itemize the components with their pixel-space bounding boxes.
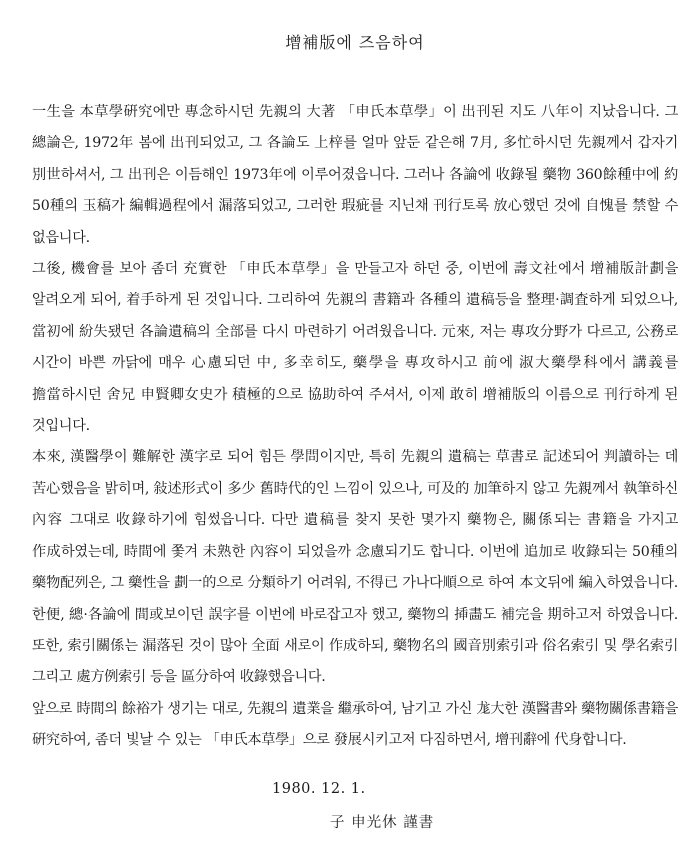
paragraph-4: 앞으로 時間의 餘裕가 생기는 대로, 先親의 遺業을 繼承하여, 남기고 가신 尨大한 漢醫書와 藥物關係書籍을 硏究하여, 좀더 빛날 수 있는 「申氏本草學」으로 發展시키고저 다짐하면서, 增刊辭에 代身합니다. bbox=[32, 700, 678, 749]
author-signature: 子 申光休 謹書 bbox=[330, 814, 435, 831]
page-title: 增補版에 즈음하여 bbox=[285, 33, 425, 52]
document-date: 1980. 12. 1. bbox=[272, 780, 366, 797]
paragraph-2: 그後, 機會를 보아 좀더 充實한 「申氏本草學」을 만들고자 하던 중, 이번에 壽文社에서 增補版計劃을 알려오게 되어, 着手하게 된 것입니다. 그리하여 先親의 書籍과 各種의 遺稿등을 整理·調査하게 되었으나, 當初에 紛失됐던 各論遺稿의 全部를 다시 마련하기 어려웠읍니다. 元來, 저는 專攻分野가 다르고, 公務로 시간이 바쁜 까닭에 매우 心慮되던 中, 多幸히도, 藥學을 專攻하시고 前에 淑大藥學科에서 講義를 擔當하시던 舍兄 申賢卿女史가 積極的으로 協助하여 주셔서, 이제 敢히 增補版의 이름으로 刊行하게 된 것입니다. bbox=[32, 261, 678, 435]
paragraph-1: 一生을 本草學硏究에만 專念하시던 先親의 大著 「申氏本草學」이 出刊된 지도 八年이 지났읍니다. 그 總論은, 1972年 봄에 出刊되었고, 그 各論도 上梓를 얼마 앞둔 같은해 7月, 多忙하시던 先親께서 갑자기 別世하셔서, 그 出刊은 이듬해인 1973年에 이루어졌읍니다. 그러나 各論에 收錄될 藥物 360餘種中에 約 50種의 玉稿가 編輯過程에서 漏落되었고, 그러한 瑕疵를 지닌채 刊行토록 放心했던 것에 自愧를 禁할 수 없읍니다. bbox=[32, 104, 678, 246]
paragraph-3: 本來, 漢醫學이 難解한 漢字로 되어 힘든 學問이지만, 특히 先親의 遺稿는 草書로 記述되어 判讀하는 데 苦心했음을 밝히며, 敍述形式이 多少 舊時代的인 느낌이 있으나, 可及的 加筆하지 않고 先親께서 執筆하신 內容 그대로 收錄하기에 힘썼읍니다. 다만 遺稿를 찾지 못한 몇가지 藥物은, 關係되는 書籍을 가지고 作成하였는데, 時間에 쫓겨 未熟한 內容이 되었을까 念慮되기도 합니다. 이번에 追加로 收錄되는 50種의 藥物配列은, 그 藥性을 劃一的으로 分類하기 어려워, 不得已 가나다順으로 하여 本文뒤에 編入하였읍니다. 한便, 總·各論에 間或보이던 誤字를 이번에 바로잡고자 했고, 藥物의 揷畵도 補完을 期하고저 하였읍니다. 또한, 索引關係는 漏落된 것이 많아 全面 새로이 作成하되, 藥物名의 國音別索引과 俗名索引 및 學名索引 그리고 處方例索引 등을 區分하여 收錄했읍니다. bbox=[32, 449, 678, 686]
